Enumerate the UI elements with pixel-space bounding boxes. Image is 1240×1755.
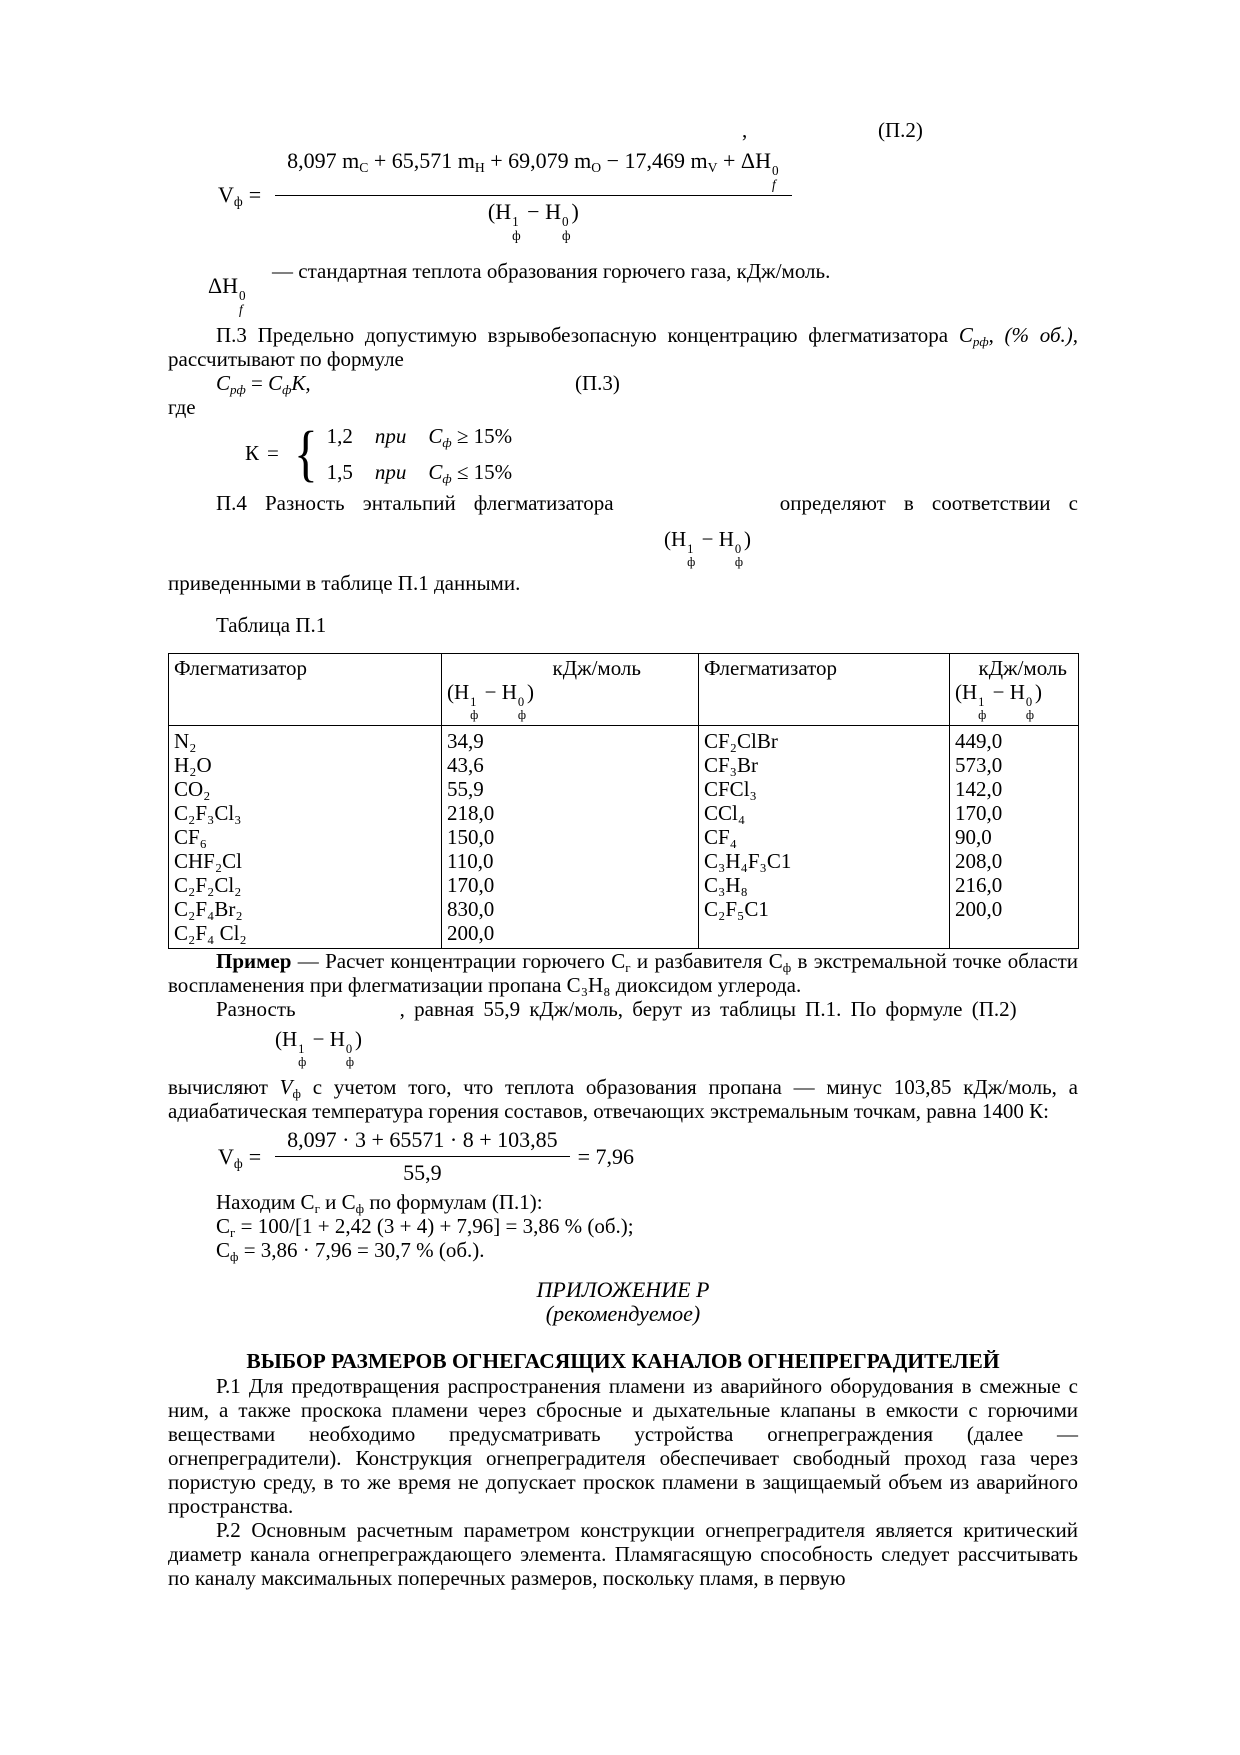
table-header-flegmatizator-right [699, 654, 950, 725]
sup-sub-stack [238, 289, 247, 317]
sup-sub-stack [686, 543, 696, 569]
raznost-line [216, 997, 1078, 1021]
paragraph-r1: Р.1 Для предотвращения распространения пламени из аварийного оборудования в смежные с ним, а также проскока пламени через сбросные и дыхательные клапаны в емкости с горючими веществами необходимо предусматривать устройства огнепреграждения (далее — огнепреградители). Конструкция огнепреградителя обеспечивает свободный проход газа через пористую среду, в то же время не допускает проскок пламени в защищаемый объем из аварийного пространства. [168, 1374, 1078, 1519]
flegmatizator-name: CFCl₃ [704, 776, 757, 801]
delta-h-symbol: ΔH [208, 272, 239, 298]
column-header-label: Флегматизатор [704, 656, 837, 681]
paragraph-text: рассчитывают по формуле [168, 346, 404, 371]
enthalpy-symbol: H [718, 526, 734, 551]
k-coefficient-formula [245, 419, 1078, 488]
enthalpy-value: 208,0 [955, 848, 1003, 873]
enthalpy-value: 170,0 [955, 800, 1003, 825]
paragraph-p4-line [216, 491, 1078, 515]
case-value: 1,2 [326, 423, 353, 448]
unit-header-cell [447, 656, 693, 722]
symbol-v-sub: ф [292, 1085, 301, 1101]
cases-rows [327, 423, 513, 485]
result-expression: = 100/[1 + 2,42 (3 + 4) + 7,96] = 3,86 % (об.); [235, 1214, 634, 1239]
fraction [275, 148, 791, 243]
symbol-c: С [768, 948, 783, 973]
enthalpy-symbol: H [1009, 680, 1025, 705]
equation-p3-label: (П.3) [575, 370, 620, 395]
sup-sub-stack [297, 1043, 307, 1069]
formula-p3-line [216, 371, 1078, 395]
paragraph-text: , равная 55,9 кДж/моль, берут из таблицы П.1. По формуле (П.2) [399, 996, 1017, 1021]
subscript: ф [561, 228, 571, 244]
symbol-v: V [279, 1075, 293, 1100]
paragraph-text: Разность [216, 996, 296, 1021]
symbol-c-sub: ф [355, 1200, 365, 1216]
flegmatizator-name: N₂ [174, 728, 197, 753]
superscript: 0 [771, 163, 779, 179]
sup-sub-stack [469, 696, 479, 722]
superscript: 1 [512, 214, 519, 230]
example-lead: Пример [216, 948, 292, 973]
flegmatizator-name: CF₄ [704, 824, 738, 849]
result-cg-line [216, 1214, 1078, 1238]
symbol-c-sub: ф [282, 381, 292, 397]
enthalpy-value: 200,0 [447, 920, 495, 945]
symbol-v: V [218, 182, 234, 208]
sup-sub-stack [734, 543, 744, 569]
term: + [717, 148, 741, 173]
flegmatizator-name: CCl₄ [704, 800, 746, 825]
enthalpy-value: 170,0 [447, 872, 495, 897]
term-sub: C [359, 160, 369, 176]
term: 8,097 m [287, 148, 360, 173]
symbol-v: V [218, 1143, 234, 1169]
result-cf-line [216, 1238, 1078, 1262]
flegmatizator-name: C₂F₅C1 [704, 896, 769, 921]
formula-gap [632, 491, 762, 515]
fraction-denominator [488, 196, 579, 243]
superscript: 0 [517, 695, 525, 710]
formula-result: = 7,96 [577, 1143, 635, 1169]
table-p1 [168, 653, 1079, 948]
equals-sign: = [267, 441, 279, 466]
minus-sign: − [521, 198, 546, 224]
appendix-subtitle: (рекомендуемое) [545, 1301, 701, 1327]
sup-sub-stack [517, 696, 527, 722]
minus-sign: − [987, 680, 1010, 705]
enthalpy-value: 449,0 [955, 728, 1003, 753]
enthalpy-value: 216,0 [955, 872, 1003, 897]
flegmatizator-name: C₃H₄F₃C1 [704, 848, 792, 873]
paragraph-word: Разность [265, 490, 345, 515]
paragraph-text: и разбавителя [630, 948, 769, 973]
case-threshold: ≤ 15% [456, 459, 513, 484]
sup-sub-stack [345, 1043, 355, 1069]
enthalpy-value: 34,9 [447, 728, 484, 753]
opening-paren: (H [447, 680, 470, 705]
paragraph-p4-tail: приведенными в таблице П.1 данными. [168, 571, 521, 596]
flegmatizator-name: C₂F₂Cl₂ [174, 872, 242, 897]
paragraph-text: П.3 Предельно допустимую взрывобезопасную концентрацию флегматизатора [216, 322, 959, 347]
table-header-unit-left [442, 654, 699, 725]
term: + 69,079 m [484, 148, 592, 173]
case-row [327, 459, 513, 485]
minus-sign: − [307, 1026, 330, 1051]
minus-sign: − [696, 526, 719, 551]
case-condition-word: при [374, 459, 407, 484]
fraction-denominator: 55,9 [403, 1160, 442, 1186]
paragraph-word: в [903, 490, 914, 515]
paragraph-r2: Р.2 Основным расчетным параметром конструкции огнепреградителя является критический диаметр канала огнепреграждающего элемента. Пламягасящую способность следует рассчитывать по каналу максимальных поперечных размеров, поскольку пламя, в первую [168, 1518, 1078, 1591]
symbol-c-sub: ф [442, 470, 452, 486]
term: + 65,571 m [368, 148, 475, 173]
closing-paren: ) [744, 526, 752, 551]
subscript: f [771, 177, 776, 193]
fraction-numerator [275, 148, 791, 196]
superscript: 0 [239, 288, 246, 304]
symbol-c-sub: г [314, 1200, 320, 1216]
closing-paren: ) [355, 1026, 363, 1051]
flegmatizator-name: C₂F₃Cl₃ [174, 800, 242, 825]
table-cell-names-left [169, 725, 442, 948]
symbol-c-sub: ф [442, 434, 452, 450]
symbol-c-sub: г [230, 1224, 236, 1240]
superscript: 1 [978, 695, 985, 710]
symbol-v-sub: ф [233, 194, 243, 210]
opening-paren: (H [275, 1026, 298, 1051]
paragraph-word: соответствии [931, 490, 1051, 515]
symbol-c: С [428, 459, 443, 484]
closing-paren: ) [571, 198, 579, 224]
symbol-k: К, [291, 370, 311, 395]
paragraph-word: флегматизатора [473, 490, 614, 515]
case-threshold: ≥ 15% [456, 423, 513, 448]
enthalpy-value: 150,0 [447, 824, 495, 849]
subscript: ф [517, 708, 527, 723]
table-header-unit-right [950, 654, 1079, 725]
symbol-c: С [300, 1190, 315, 1215]
appendix-heading: ВЫБОР РАЗМЕРОВ ОГНЕГАСЯЩИХ КАНАЛОВ ОГНЕПРЕГРАДИТЕЛЕЙ [246, 1349, 1000, 1374]
table-header-row [169, 654, 1079, 725]
enthalpy-symbol: H [545, 198, 561, 224]
enthalpy-diff-formula [955, 680, 1073, 722]
subscript: ф [512, 228, 521, 244]
flegmatizator-name: CO₂ [174, 776, 211, 801]
symbol-c: С [216, 1214, 231, 1239]
enthalpy-value: 90,0 [955, 824, 992, 849]
table-cell-values-right [950, 725, 1079, 948]
enthalpy-value: 110,0 [447, 848, 494, 873]
paragraph-word: определяют [779, 490, 886, 515]
paragraph-text: Находим [216, 1190, 301, 1215]
table-cell-values-left [442, 725, 699, 948]
paragraph-text: вычисляют [168, 1075, 280, 1100]
fraction-numerator: 8,097 · 3 + 65571 · 8 + 103,85 [275, 1127, 569, 1157]
equals-sign: = [248, 182, 262, 208]
superscript: 0 [734, 541, 742, 556]
symbol-c-sub: рф [972, 333, 989, 349]
dhf-definition-text: — стандартная теплота образования горючего газа, кДж/моль. [272, 258, 831, 283]
paragraph-p3 [168, 323, 1078, 371]
formula-lhs [218, 1144, 243, 1170]
fraction [275, 1127, 569, 1186]
paragraph-text: , [988, 322, 1005, 347]
paragraph-text: с учетом того, что теплота образования пропана — минус 103,85 кДж/моль, а адиабатическая температура горения составов, отвечающих экстремальным точкам, равна 1400 К: [168, 1075, 1079, 1124]
enthalpy-symbol: H [329, 1026, 345, 1051]
equation-p2-label: (П.2) [878, 118, 923, 142]
term-sub: H [474, 160, 485, 176]
closing-paren: ) [527, 680, 535, 705]
paragraph-text: по формулам (П.1): [364, 1190, 543, 1215]
symbol-c-sub: г [625, 959, 631, 975]
superscript: 0 [561, 214, 569, 230]
symbol-c: С [958, 322, 973, 347]
opening-paren: (H [664, 526, 687, 551]
paragraph-text: в экстремальной точке области воспламенения при флегматизации пропана С₃Н₈ диоксидом углерода. [168, 948, 1079, 997]
subscript: ф [470, 708, 479, 723]
symbol-c-sub: рф [230, 381, 246, 397]
superscript: 0 [345, 1041, 353, 1056]
subscript: ф [687, 555, 696, 570]
nakhodim-line [216, 1190, 1078, 1214]
enthalpy-value: 55,9 [447, 776, 484, 801]
enthalpy-diff-formula [664, 527, 1078, 569]
formula-p2 [218, 148, 1078, 243]
symbol-c-sub: ф [230, 1248, 239, 1264]
flegmatizator-name: C₃H₈ [704, 872, 748, 897]
subscript: ф [734, 555, 744, 570]
superscript: 1 [470, 695, 477, 710]
superscript: 1 [298, 1041, 305, 1056]
table-header-flegmatizator-left [169, 654, 442, 725]
table-body-row [169, 725, 1079, 948]
equation-p2-label-row [168, 118, 1078, 142]
flegmatizator-name: CF₆ [174, 824, 208, 849]
dhf-definition-row [168, 259, 1078, 323]
symbol-c: С [341, 1190, 356, 1215]
formula-lhs [218, 182, 243, 208]
sup-sub-stack [771, 164, 780, 192]
enthalpy-value: 573,0 [955, 752, 1003, 777]
table-cell-names-right [699, 725, 950, 948]
flegmatizator-name: C₂F₄Br₂ [174, 896, 243, 921]
unit-header-cell [955, 656, 1073, 722]
gde-label: где [168, 394, 196, 419]
paragraph-word: П.4 [216, 490, 247, 515]
symbol-c: С [216, 1238, 231, 1263]
enthalpy-value: 200,0 [955, 896, 1003, 921]
term: − 17,469 m [601, 148, 708, 173]
symbol-k: К [245, 441, 260, 466]
superscript: 0 [1025, 695, 1033, 710]
unit-label: кДж/моль [978, 656, 1067, 681]
enthalpy-diff-formula: (H [487, 198, 512, 224]
symbol-c: С [611, 948, 626, 973]
enthalpy-value: 142,0 [955, 776, 1003, 801]
equals-sign: = [248, 1143, 262, 1169]
flegmatizator-name: CHF₂Cl [174, 848, 243, 873]
enthalpy-symbol: H [501, 680, 517, 705]
paragraph-text: Расчет концентрации горючего [325, 948, 612, 973]
sup-sub-stack [977, 696, 987, 722]
case-row [327, 423, 513, 449]
flegmatizator-name: H₂O [174, 752, 212, 777]
appendix-title: ПРИЛОЖЕНИЕ Р [536, 1277, 710, 1303]
column-header-label: Флегматизатор [174, 656, 307, 681]
subscript: f [239, 302, 243, 318]
symbol-c: С [216, 370, 231, 395]
dhf-symbol [208, 273, 247, 317]
subscript: ф [345, 1054, 355, 1069]
enthalpy-diff-formula [275, 1027, 1078, 1069]
formula-vf-calculation [218, 1127, 1078, 1186]
sup-sub-stack [511, 215, 522, 243]
result-expression: = 3,86 · 7,96 = 30,7 % (об.). [238, 1238, 485, 1263]
enthalpy-value: 218,0 [447, 800, 495, 825]
document-content [168, 0, 1078, 1590]
dash: — [291, 948, 326, 973]
symbol-c-sub: ф [782, 959, 792, 975]
sup-sub-stack [561, 215, 572, 243]
minus-sign: − [479, 680, 502, 705]
flegmatizator-name: CF₂ClBr [704, 728, 778, 753]
flegmatizator-name: C₂F₄ Cl₂ [174, 920, 247, 945]
symbol-c: С [428, 423, 443, 448]
enthalpy-value: 43,6 [447, 752, 484, 777]
table-caption: Таблица П.1 [216, 613, 327, 638]
percent-note: (% об.), [1004, 322, 1079, 347]
example-paragraph [168, 949, 1078, 997]
paragraph-word: энтальпий [362, 490, 456, 515]
superscript: 1 [687, 541, 694, 556]
enthalpy-diff-formula [447, 680, 693, 722]
paragraph-word: с [1068, 490, 1078, 515]
cases-brace: { [293, 419, 318, 488]
subscript: ф [1025, 708, 1035, 723]
opening-paren: (H [955, 680, 978, 705]
unit-label: кДж/моль [552, 656, 641, 681]
vychislyayut-paragraph [168, 1075, 1078, 1123]
delta-h-symbol: ΔH [740, 148, 771, 173]
sup-sub-stack [1025, 696, 1035, 722]
symbol-c: С [268, 370, 283, 395]
paragraph-text: и [319, 1190, 342, 1215]
subscript: ф [298, 1054, 307, 1069]
term-sub: O [591, 160, 602, 176]
equals-sign: = [245, 370, 269, 395]
term-sub: V [707, 160, 718, 176]
case-condition-word: при [374, 423, 407, 448]
subscript: ф [978, 708, 987, 723]
equation-comma: , [742, 118, 748, 142]
enthalpy-value: 830,0 [447, 896, 495, 921]
flegmatizator-name: CF₃Br [704, 752, 759, 777]
case-value: 1,5 [326, 459, 353, 484]
closing-paren: ) [1035, 680, 1043, 705]
symbol-v-sub: ф [233, 1155, 243, 1171]
